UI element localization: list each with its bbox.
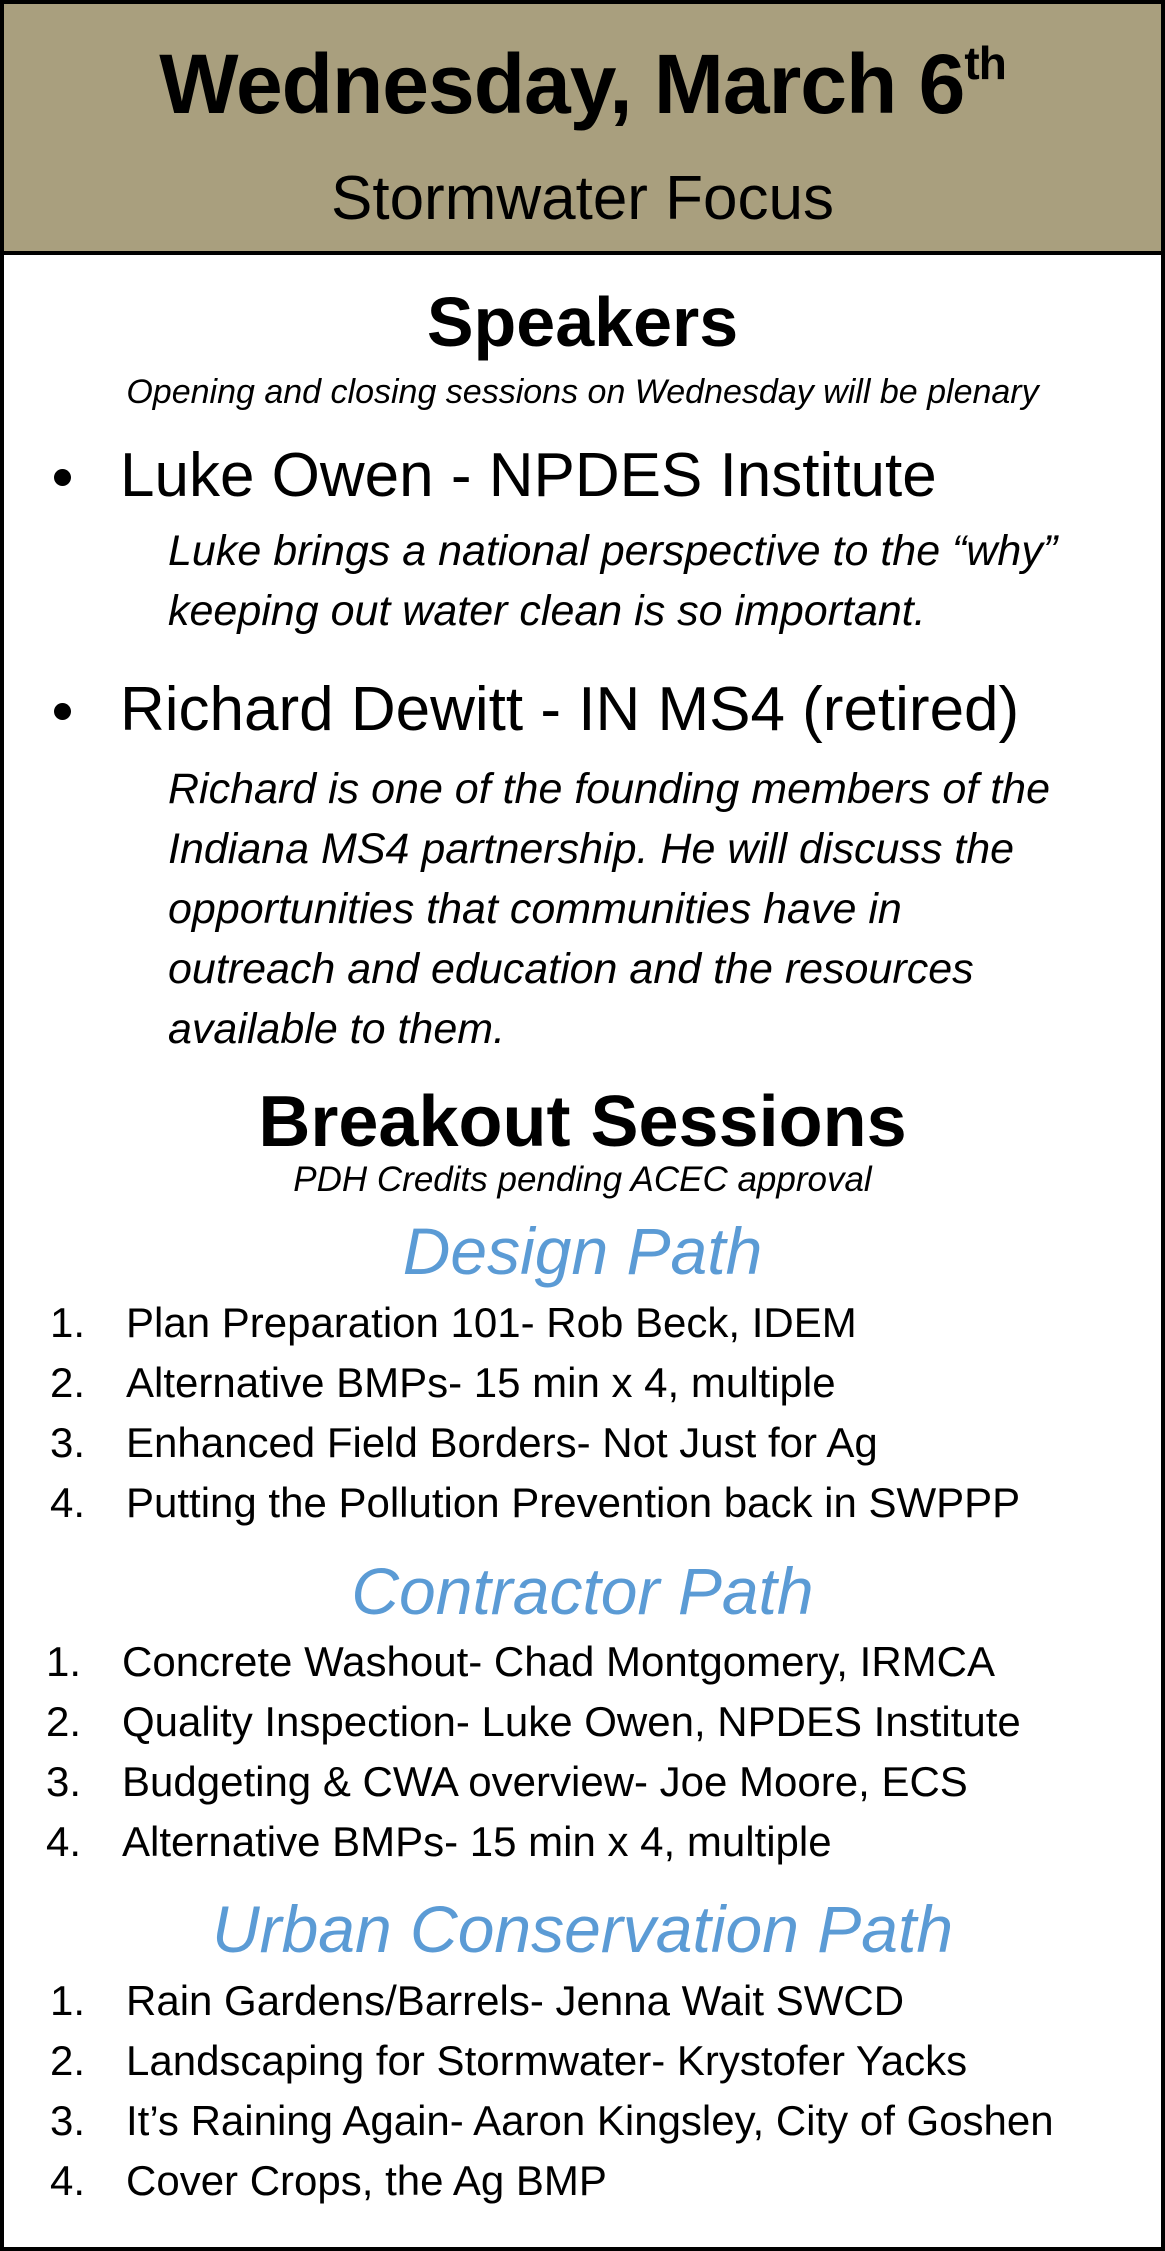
title-superscript: th [964, 37, 1006, 89]
urban-conservation-path-title: Urban Conservation Path [211, 1892, 954, 1966]
plenary-note: Opening and closing sessions on Wednesday will be plenary [126, 373, 1039, 411]
speaker-description-line: opportunities that communities have in [168, 885, 902, 933]
speaker-name: Luke Owen - NPDES Institute [120, 441, 937, 510]
pdh-note: PDH Credits pending ACEC approval [293, 1160, 872, 1199]
header-banner [4, 4, 1161, 255]
list-item: 2. Quality Inspection- Luke Owen, NPDES Institute [46, 1698, 1021, 1745]
list-item: 2. Alternative BMPs- 15 min x 4, multiple [50, 1359, 836, 1406]
list-item: 4. Cover Crops, the Ag BMP [50, 2157, 607, 2204]
contractor-path-title: Contractor Path [351, 1554, 814, 1628]
list-item: 1. Rain Gardens/Barrels- Jenna Wait SWCD [50, 1977, 905, 2024]
design-path-title: Design Path [402, 1214, 763, 1288]
page-title: Wednesday, March 6th [159, 37, 1006, 131]
speakers-heading: Speakers [426, 283, 739, 361]
list-item: 2. Landscaping for Stormwater- Krystofer Yacks [50, 2037, 968, 2084]
list-item: 3. It’s Raining Again- Aaron Kingsley, City of Goshen [50, 2097, 1054, 2144]
speaker-description-line: available to them. [168, 1005, 506, 1053]
breakout-heading: Breakout Sessions [258, 1082, 907, 1162]
speaker-description-line: Indiana MS4 partnership. He will discuss the [168, 825, 1015, 873]
list-item: 4. Alternative BMPs- 15 min x 4, multiple [46, 1818, 832, 1865]
list-item: 1. Concrete Washout- Chad Montgomery, IRMCA [46, 1638, 995, 1685]
speaker-description-line: Richard is one of the founding members of the [168, 765, 1051, 813]
bullet-icon [54, 469, 71, 486]
list-item: 1. Plan Preparation 101- Rob Beck, IDEM [50, 1299, 857, 1346]
speaker-description-line: keeping out water clean is so important. [168, 587, 926, 635]
speaker-name: Richard Dewitt - IN MS4 (retired) [120, 675, 1020, 744]
list-item: 3. Enhanced Field Borders- Not Just for Ag [50, 1419, 878, 1466]
bullet-icon [54, 703, 71, 720]
speaker-description-line: outreach and education and the resources [168, 945, 974, 993]
list-item: 3. Budgeting & CWA overview- Joe Moore, ECS [46, 1758, 968, 1805]
page-subtitle: Stormwater Focus [330, 164, 835, 233]
speaker-description-line: Luke brings a national perspective to the “why” [168, 527, 1058, 575]
list-item: 4. Putting the Pollution Prevention back in SWPPP [50, 1479, 1021, 1526]
